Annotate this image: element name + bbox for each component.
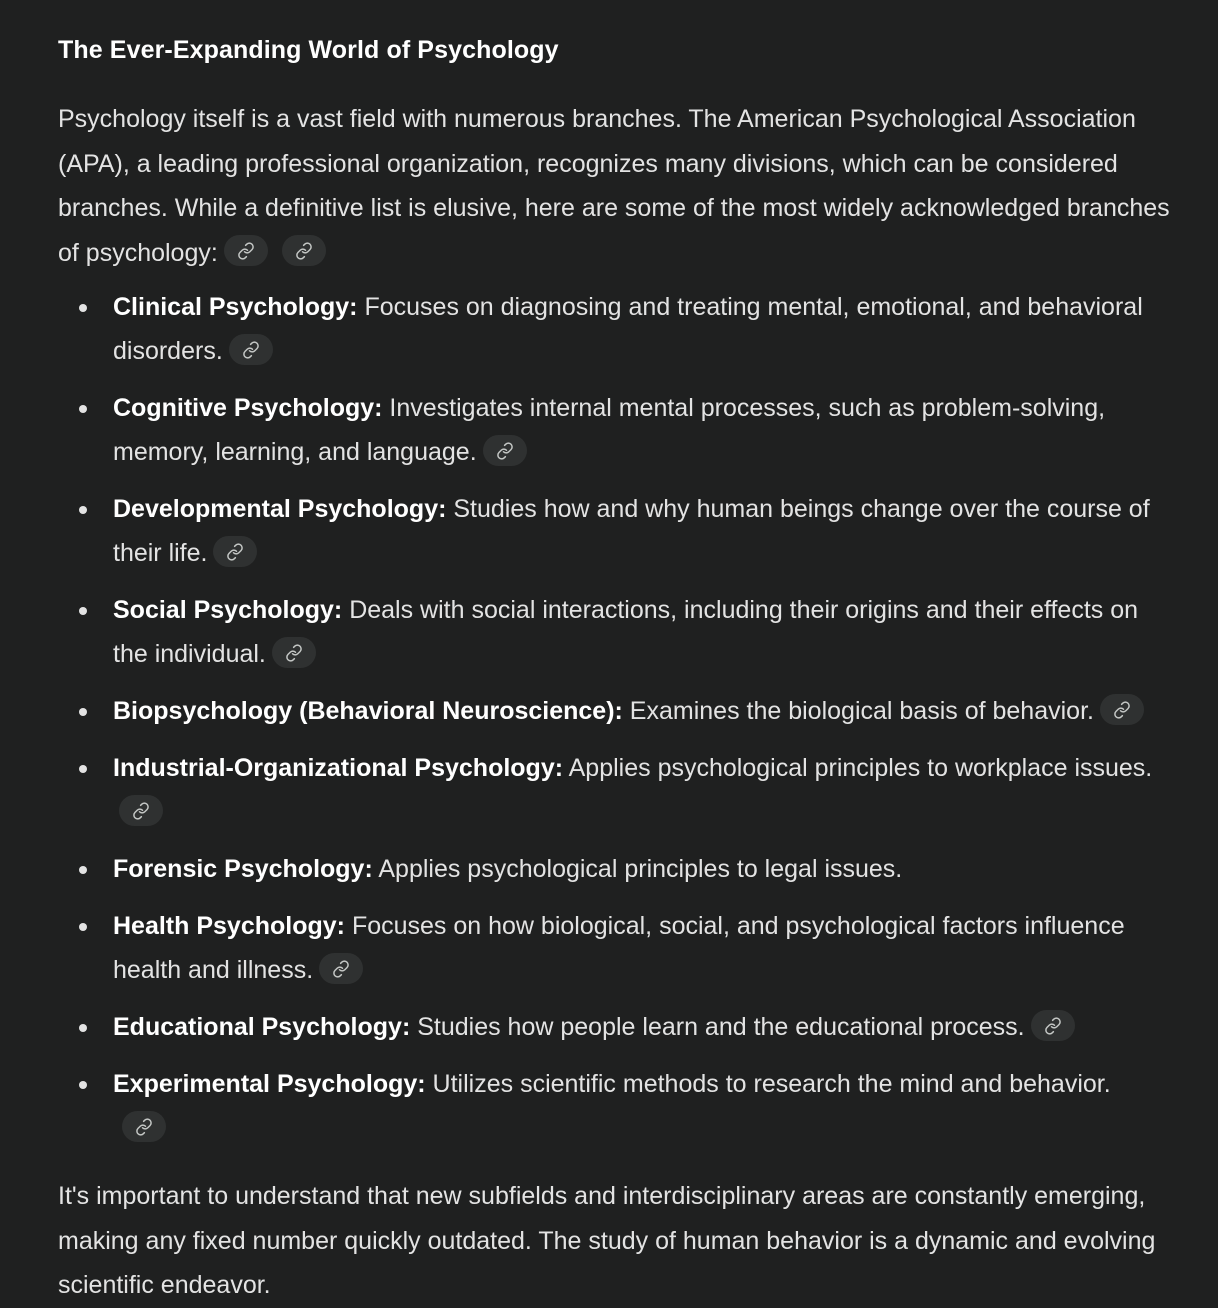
branch-description: Studies how and why human beings change over the course of their life. [113,495,1150,567]
link-icon [237,242,255,260]
bullet-icon [79,708,87,716]
bullet-icon [79,506,87,514]
source-link-chip[interactable] [1100,694,1144,725]
link-icon [285,644,303,662]
link-icon [135,1118,153,1136]
branch-description: Focuses on diagnosing and treating mental, emotional, and behavioral disorders. [113,293,1143,365]
list-item [58,1062,1178,1150]
branch-description: Studies how people learn and the educational process. [410,1013,1025,1041]
bullet-icon [79,304,87,312]
link-icon [295,242,313,260]
bullet-icon [79,866,87,874]
list-item [58,847,1178,891]
branch-description: Applies psychological principles to legal issues. [372,855,903,883]
list-item [58,689,1178,733]
link-icon [226,543,244,561]
branch-term: Educational Psychology: [113,1013,411,1041]
closing-paragraph: It's important to understand that new subfields and interdisciplinary areas are constantly emerging, making any fixed number quickly outdated. The study of human behavior is a dynamic and evolving scientific endeavor. [58,1182,1156,1299]
source-link-chip[interactable] [282,235,326,266]
section-heading: The Ever-Expanding World of Psychology [58,36,559,64]
link-icon [1113,701,1131,719]
bullet-icon [79,1081,87,1089]
branch-term: Biopsychology (Behavioral Neuroscience): [113,697,623,725]
branch-description: Applies psychological principles to workplace issues. [563,754,1153,782]
branch-description: Examines the biological basis of behavior. [622,697,1094,725]
branch-term: Cognitive Psychology: [113,394,383,422]
intro-text: Psychology itself is a vast field with numerous branches. The American Psychological Association (APA), a leading professional organization, recognizes many divisions, which can be considered branches. While a definitive list is elusive, here are some of the most widely acknowledged branches of psychology: [58,105,1170,267]
list-item [58,1005,1178,1049]
branches-list [58,285,1178,1150]
branch-term: Industrial-Organizational Psychology: [113,754,564,782]
link-icon [132,802,150,820]
branch-term: Developmental Psychology: [113,495,447,523]
source-link-chip[interactable] [213,536,257,567]
source-link-chip[interactable] [272,637,316,668]
branch-term: Forensic Psychology: [113,855,373,883]
link-icon [496,442,514,460]
list-item [58,386,1178,474]
branch-description: Deals with social interactions, including their origins and their effects on the individual. [113,596,1139,668]
list-item [58,487,1178,575]
source-link-chip[interactable] [229,334,273,365]
link-icon [1044,1017,1062,1035]
list-item [58,285,1178,373]
source-link-chip[interactable] [224,235,268,266]
source-link-chip[interactable] [483,435,527,466]
bullet-icon [79,405,87,413]
link-icon [332,960,350,978]
branch-description: Utilizes scientific methods to research the mind and behavior. [425,1070,1111,1098]
bullet-icon [79,1024,87,1032]
source-link-chip[interactable] [122,1111,166,1142]
list-item [58,746,1178,834]
bullet-icon [79,765,87,773]
branch-term: Health Psychology: [113,912,345,940]
branch-description: Focuses on how biological, social, and psychological factors influence health and illness. [113,912,1125,984]
intro-paragraph [58,97,1178,275]
bullet-icon [79,607,87,615]
list-item [58,588,1178,676]
source-link-chip[interactable] [1031,1010,1075,1041]
link-icon [242,341,260,359]
source-link-chip[interactable] [119,795,163,826]
branch-term: Social Psychology: [113,596,343,624]
branch-description: Investigates internal mental processes, such as problem-solving, memory, learning, and language. [113,394,1106,466]
branch-term: Clinical Psychology: [113,293,358,321]
list-item [58,904,1178,992]
branch-term: Experimental Psychology: [113,1070,426,1098]
bullet-icon [79,923,87,931]
source-link-chip[interactable] [319,953,363,984]
response-content [58,30,1178,1308]
